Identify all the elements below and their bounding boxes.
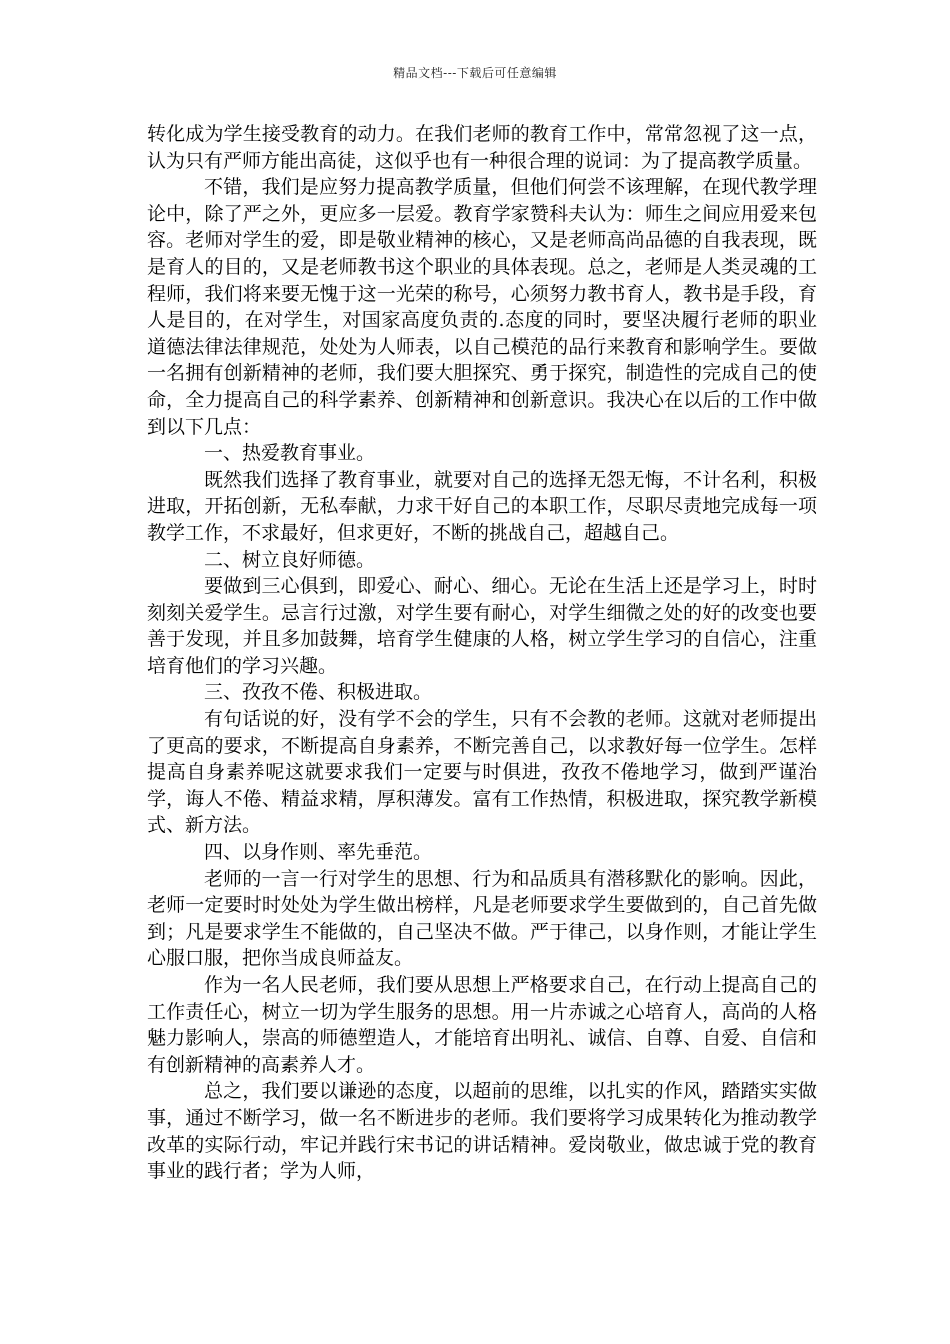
paragraph: 既然我们选择了教育事业，就要对自己的选择无怨无悔，不计名利，积极进取，开拓创新，无私奉献，力求干好自己的本职工作，尽职尽责地完成每一项教学工作，不求最好，但求更好，不断的挑战自己，超越自己。	[147, 468, 817, 544]
document-body	[147, 121, 817, 1185]
page-header: 精品文档---下载后可任意编辑	[393, 66, 557, 80]
paragraph-truncated: 总之，我们要以谦逊的态度，以超前的思维，以扎实的作风，踏踏实实做事，通过不断学习，做一名不断进步的老师。我们要将学习成果转化为推动教学改革的实际行动，牢记并践行宋书记的讲话精神。爱岗敬业，做忠诚于党的教育事业的践行者；学为人师，	[147, 1080, 817, 1183]
paragraph: 老师的一言一行对学生的思想、行为和品质具有潜移默化的影响。因此，老师一定要时时处处为学生做出榜样，凡是老师要求学生要做到的，自己首先做到；凡是要求学生不能做的，自己坚决不做。严于律己，以身作则，才能让学生心服口服，把你当成良师益友。	[147, 867, 817, 970]
paragraph: 要做到三心俱到，即爱心、耐心、细心。无论在生活上还是学习上，时时刻刻关爱学生。忌言行过激，对学生要有耐心，对学生细微之处的好的改变也要善于发现，并且多加鼓舞，培育学生健康的人格，树立学生学习的自信心，注重培育他们的学习兴趣。	[147, 575, 817, 677]
section-heading: 二、树立良好师德。	[204, 548, 376, 571]
section-heading: 四、以身作则、率先垂范。	[204, 841, 433, 864]
paragraph: 作为一名人民老师，我们要从思想上严格要求自己，在行动上提高自己的工作责任心，树立一切为学生服务的思想。用一片赤诚之心培育人，高尚的人格魅力影响人，崇高的师德塑造人，才能培育出明礼、诚信、自尊、自爱、自信和有创新精神的高素养人才。	[147, 974, 817, 1076]
paragraph: 有句话说的好，没有学不会的学生，只有不会教的老师。这就对老师提出了更高的要求，不断提高自身素养，不断完善自己，以求教好每一位学生。怎样提高自身素养呢这就要求我们一定要与时俱进，孜孜不倦地学习，做到严谨治学，诲人不倦、精益求精，厚积薄发。富有工作热情，积极进取，探究教学新模式、新方法。	[147, 708, 817, 837]
section-heading: 三、孜孜不倦、积极进取。	[204, 681, 433, 704]
section-heading: 一、热爱教育事业。	[204, 442, 376, 465]
paragraph: 不错，我们是应努力提高教学质量，但他们何尝不该理解，在现代教学理论中，除了严之外，更应多一层爱。教育学家赞科夫认为：师生之间应用爱来包容。老师对学生的爱，即是敬业精神的核心，又是老师高尚品德的自我表现，既是育人的目的，又是老师教书这个职业的具体表现。总之，老师是人类灵魂的工程师，我们将来要无愧于这一光荣的称号，心须努力教书育人，教书是手段，育人是目的，在对学生，对国家高度负责的.态度的同时，要坚决履行老师的职业道德法律法律规范，处处为人师表，以自己模范的品行来教育和影响学生。要做一名拥有创新精神的老师，我们要大胆探究、勇于探究，制造性的完成自己的使命，全力提高自己的科学素养、创新精神和创新意识。我决心在以后的工作中做到以下几点：	[147, 176, 817, 438]
paragraph-continued: 转化成为学生接受教育的动力。在我们老师的教育工作中，常常忽视了这一点，认为只有严师方能出高徒，这似乎也有一种很合理的说词：为了提高教学质量。	[147, 123, 817, 172]
